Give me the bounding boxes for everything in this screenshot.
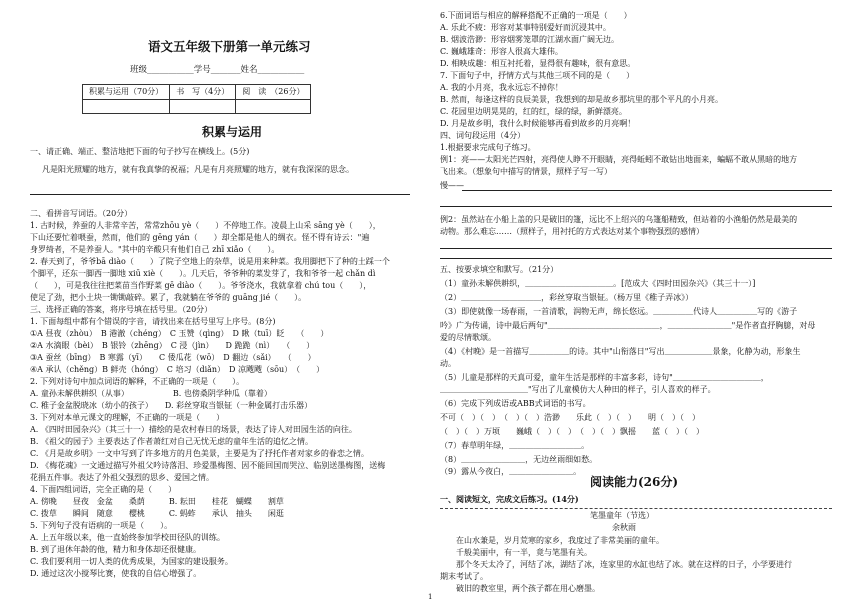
answer-line: [440, 206, 832, 207]
score-table-cell: 书 写（4分）: [170, 85, 236, 100]
question-line: 例1：亮——太阳光芒四射，亮得使人睁不开眼睛，亮得蚯蚓不敢钻出地面来，蝙蝠不敢从黑暗的地方: [440, 155, 798, 164]
question-line: 三、选择正确的答案，将序号填在括号里。（20分）: [30, 305, 213, 314]
score-blank-cell: [236, 99, 311, 113]
question-line: B. 然而，每逢这样的良辰美景，我想到的却是故乡那坑里的那个平凡的小月亮。: [440, 95, 723, 104]
question-line: 4. 下面四组词语，完全正确的是（ ）: [30, 485, 177, 494]
question-line: 1. 古时候，养蚕的人非常辛苦，常常zhōu yè（ ）不停地工作。凌晨上山采 sāng yè（ ），: [30, 221, 381, 230]
score-blank-cell: [170, 99, 236, 113]
score-table-cell: 阅 读 （26分）: [236, 85, 311, 100]
question-line: （5）儿童是那样的天真可爱，童年生活是那样的丰富多彩，诗句"＿＿＿＿＿＿＿＿＿＿＿，: [440, 373, 769, 382]
question-line: 6.下面词语与相应的解释搭配不正确的一项是（ ）: [440, 11, 632, 20]
score-table: [82, 84, 311, 114]
question-line: （3）即使就像一场春雨，一首清歌，润物无声，绵长悠远。＿＿＿＿＿代诗人＿＿＿＿＿写的《游子: [440, 307, 798, 316]
question-line: （2）＿＿＿＿＿＿＿＿＿＿，彩丝穿取当银钲。（杨万里《稚子弄冰》）: [440, 293, 694, 302]
score-table-cell: 积累与运用（70分）: [83, 85, 170, 100]
answer-line: [462, 190, 832, 191]
question-line: D. 通过这次小搅琴比赛，使我的自信心增强了。: [30, 569, 202, 578]
question-line: 个脚平，还东一脚西一脚地 xiū xiè（ ）。几天后，爷爷种的菜发芽了，我和爷爷一起 chǎn dì: [30, 269, 376, 278]
copy-sentence: 凡是阳光照耀的地方，就有我真挚的祝福；凡是有月亮照耀的地方，就有我深深的思念。: [42, 165, 354, 174]
question-line: （ ），可是我往往把菜苗当作野菜 gē diào（ ）。爷爷浇水，我就拿着 chú tou（ ），: [30, 281, 372, 290]
question-line: D. 相映成趣：相互衬托着，显得很有趣味，很有意思。: [440, 59, 636, 68]
worksheet-title: 语文五年级下册第一单元练习: [148, 39, 311, 54]
passage-paragraph: 破旧的教室里，两个孩子都在用心磨墨。: [456, 584, 600, 593]
passage-paragraph: 那个冬天太冷了，河结了冰，湖结了冰，连家里的水缸也结了冰。就在这样的日子，小学要进行: [456, 560, 792, 569]
reading-section-title: 阅读能力(26分): [590, 475, 679, 489]
question-line: A. 上五年级以来，他一直始终参加学校田径队的训练。: [30, 533, 225, 542]
question-line: 动物。那么难忘……（照样子，用衬托的方式表达对某个事物强烈的感情）: [440, 227, 704, 236]
question-line: 1.根据要求完成句子练习。: [440, 143, 536, 152]
question-line: 身罗绮者，不是养蚕人。"其中的辛酸只有他们自己 zhī xiǎo（ ）。: [30, 245, 280, 254]
question-line: C. 巍峨雄奇：形容人很高大雄伟。: [440, 47, 563, 56]
question-line: 不可（ ）（ ） （ ）（ ）浩渺 乐此（ ）（ ） 明（ ）（ ）: [440, 413, 700, 422]
question-line: 吟》广为传诵，诗中最后两句"＿＿＿＿＿＿＿＿＿＿＿＿＿＿，＿＿＿＿＿＿＿＿"是作者直抒胸臆，对母: [440, 321, 816, 330]
question-line: ③A 蚕丝（bīng） B 寒露（yī） C 倭瓜花（wō） D 翻边（sǎi） （ ）: [30, 353, 316, 362]
question-line: 7. 下面句子中，抒情方式与其他三项不同的是（ ）: [440, 71, 635, 80]
question-line: 动。: [440, 359, 456, 368]
question-line: 爱的尽情歌颂。: [440, 333, 496, 342]
question-line: A. 乐此不疲：形容对某事特别爱好而沉浸其中。: [440, 23, 611, 32]
passage-author: 余秋雨: [612, 523, 636, 532]
question-line: C. 花园里边明晃晃的，红的红，绿的绿，新鲜漂亮。: [440, 107, 627, 116]
question-line: （6）完成下列成语或ABB式词语的书写。: [440, 399, 591, 408]
question-line: （9）露从今夜白，＿＿＿＿＿＿＿＿。: [440, 467, 582, 476]
question-line: D. 《梅花魂》一文通过描写外祖父吟诗落泪、珍爱墨梅图、因不能回国而哭泣、临别送墨梅图，送梅: [30, 461, 386, 470]
passage-paragraph: 期末考试了。: [440, 572, 488, 581]
question-line: （7）春草明年绿，＿＿＿＿＿＿＿＿＿。: [440, 441, 590, 450]
question-line: 飞出来。（想象句中描写的情景，照样子写一写）: [440, 167, 612, 176]
question-line: B. 烟波浩渺：形容烟雾笼罩的江湖水面广阔无边。: [440, 35, 619, 44]
question-line: （ ）（ ）万顷 巍峨（ ）（ ） （ ）（ ）飘摇 蓝（ ）（ ）: [440, 427, 704, 436]
question-line: 二、看拼音写词语。（20分）: [30, 209, 133, 218]
question-line: 五、按要求填空和默写。（21分）: [440, 265, 559, 274]
student-info-line: 班级___________学号_______姓名___________: [130, 65, 305, 75]
passage-paragraph: 千般美丽中，有一半，竟与笔墨有关。: [456, 548, 592, 557]
question-line: A. 傍晚 昼夜 金盆 桑荫 B. 耘田 桂花 蝴蝶 割草: [30, 497, 284, 506]
section-title: 积累与运用: [202, 125, 263, 139]
passage-title: 笔墨童年（节选）: [590, 511, 654, 520]
question-line: ＿＿＿＿＿＿＿＿＿＿＿"写出了儿童模仿大人种田的样子，引人喜欢的样子。: [440, 385, 716, 394]
answer-line: [30, 194, 410, 195]
question-line: C. 我们要利用一切人类的优秀成果，为国家的建设服务。: [30, 557, 233, 566]
question-line: 2. 下列对诗句中加点词语的解释，不正确的一项是（ ）。: [30, 377, 245, 386]
question-line: D. 月是故乡明，我什么时候能够再看到故乡的月亮啊！: [440, 119, 636, 128]
question-line: ②A 水滴眼（bèi） B 银铃（zhēng） C 浸（jìn） D 跪跪（nì） （ ）: [30, 341, 315, 350]
divider: [440, 508, 832, 509]
question-line: 一、请正确、端正、整洁地把下面的句子抄写在横线上。(5分): [30, 147, 250, 156]
question-line: C. 拨草 瞬间 随意 樱桃 C. 蚂蚱 承认 抽头 闲逛: [30, 509, 284, 518]
question-line: （1）童孙未解供耕织，＿＿＿＿＿＿＿＿＿＿＿。[范成大《四时田园杂兴》（其三十一）]: [440, 279, 756, 288]
question-line: 2. 春天到了，爷爷bā diào（ ）了院子空地上的杂草，说是用来种菜。我用脚把下了种的土踩一个: [30, 257, 390, 266]
score-blank-cell: [83, 99, 170, 113]
question-line: 例2：虽然站在小船上盖的只是破旧的篷，远比不上绍兴的乌篷船精致，但站着的小渔船仍然是最美的: [440, 215, 798, 224]
question-line: B. 《祖父的园子》主要表达了作者萧红对自己无忧无虑的童年生活的追忆之情。: [30, 437, 313, 446]
question-line: ①A 昼夜（zhòu） B 港澈（chéng） C 玉赞（qìng） D 瞅（tuī）眨 （ ）: [30, 329, 329, 338]
question-line: B. 到了退休年龄的他，精力和身体却还很健康。: [30, 545, 201, 554]
question-line: C. 《月是故乡明》一文中写到了许多地方的月色美景，主要是为了抒托作者对家乡的眷恋之情。: [30, 449, 369, 458]
question-line: A. 童孙未解供耕织（从事） B. 也傍桑阴学种瓜（靠着）: [30, 389, 272, 398]
question-line: 花捐五件事。表达了外祖父强烈的思乡、爱国之情。: [30, 473, 214, 482]
question-line: A. 《四时田园杂兴》（其三十一）描绘的是农村春日的场景，表达了诗人对田园生活的向往。: [30, 425, 357, 434]
question-line: ④A 承认（chěng）B 鲜壳（hóng） C 培习（diǎn） D 凉飕飕（sōu） （ ）: [30, 365, 325, 374]
question-line: （4）《村晚》是一首描写＿＿＿＿＿的诗。其中"山衔落日"写出＿＿＿＿＿＿景象，化静为动，形象生: [440, 347, 801, 356]
question-line: （8）＿＿＿＿＿＿＿＿，无边丝雨细如愁。: [440, 455, 598, 464]
answer-prompt: 慢——: [440, 181, 464, 190]
question-line: 四、词句段运用（4分）: [440, 131, 526, 140]
reading-question-title: 一、阅读短文，完成文后练习。(14分): [440, 494, 579, 504]
question-line: 5. 下列句子没有语病的一项是（ ）。: [30, 521, 173, 530]
question-line: 下山还要忙着喂蚕，然而，他们的 gēng yán（ ）却全都是他人的绸衣。怪不得有诗云："遍: [30, 233, 370, 242]
answer-line: [440, 248, 832, 249]
question-line: 3. 下列对本单元课文的理解，不正确的一项是（ ）: [30, 413, 225, 422]
passage-paragraph: 在山水兼是，岁月荒寒的家乡，我度过了非常美丽的童年。: [456, 536, 664, 545]
page-number: 1: [428, 593, 433, 601]
question-line: C. 稚子金盆脱晓冰（幼小的孩子） D. 彩丝穿取当银钲（一种金属打击乐器）: [30, 401, 313, 410]
question-line: 使足了劲，把小土块一锄锄敲碎。累了，我就躺在爷爷的 guāng jié（ ）。: [30, 293, 307, 302]
question-line: A. 我的小月亮，我永远忘不掉你！: [440, 83, 563, 92]
question-line: 1. 下面每组中都有个错误的字音，请找出来在括号里写上序号。(8分): [30, 317, 276, 326]
answer-line: [440, 258, 832, 259]
